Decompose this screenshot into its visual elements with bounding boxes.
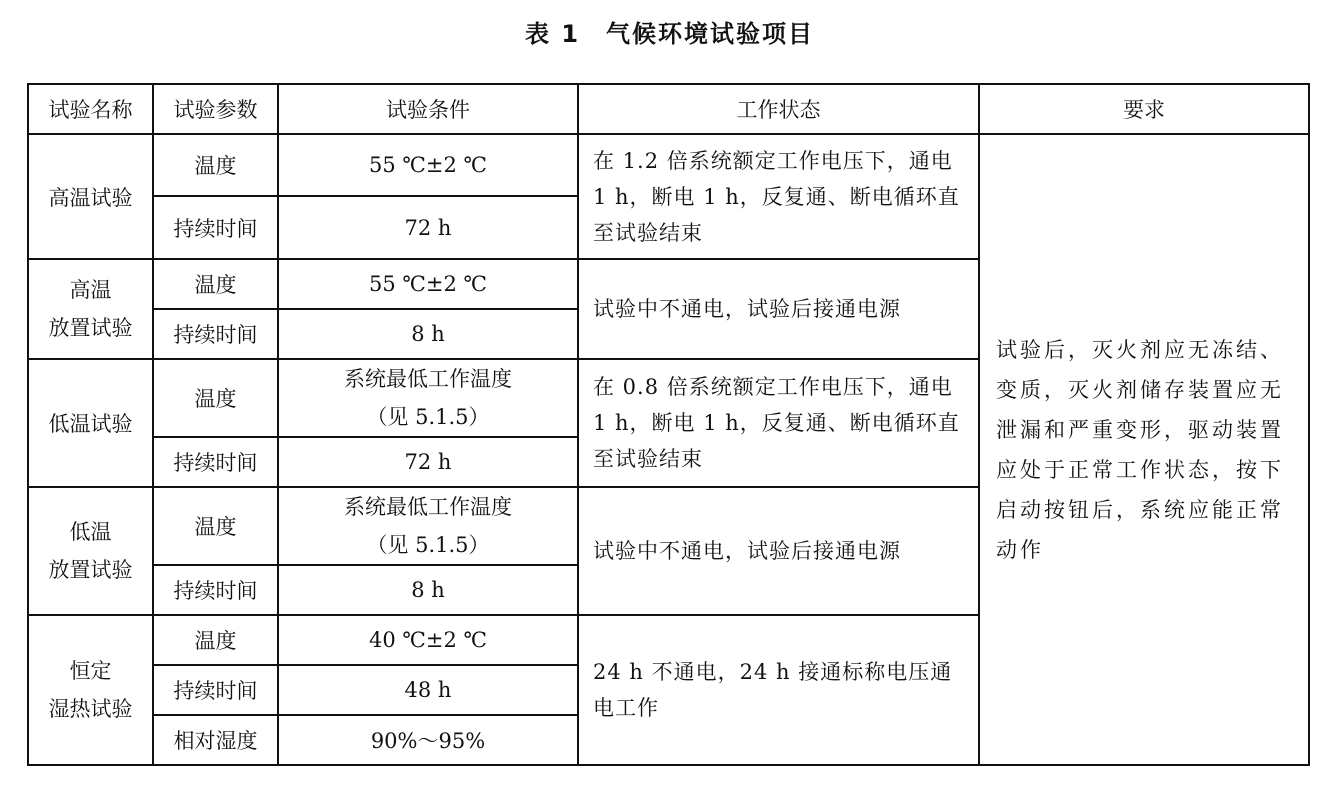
table-row xyxy=(28,134,1309,196)
test-name-cell: 高温 放置试验 xyxy=(28,259,153,359)
param-cell: 相对湿度 xyxy=(153,715,278,765)
condition-cell: 8 h xyxy=(278,309,578,359)
test-name-cell: 高温试验 xyxy=(28,134,153,259)
table-number: 表 1 xyxy=(524,20,581,48)
state-cell: 在 1.2 倍系统额定工作电压下，通电 1 h，断电 1 h，反复通、断电循环直至试验结束 xyxy=(578,134,979,259)
test-name-cell: 恒定 湿热试验 xyxy=(28,615,153,765)
state-cell: 24 h 不通电，24 h 接通标称电压通电工作 xyxy=(578,615,979,765)
condition-cell: 55 ℃±2 ℃ xyxy=(278,259,578,309)
header-test-param: 试验参数 xyxy=(153,84,278,134)
table-title xyxy=(0,14,1339,49)
param-cell: 持续时间 xyxy=(153,665,278,715)
header-test-condition: 试验条件 xyxy=(278,84,578,134)
requirement-cell: 试验后，灭火剂应无冻结、变质，灭火剂储存装置应无泄漏和严重变形，驱动装置应处于正常工作状态，按下启动按钮后，系统应能正常动作 xyxy=(979,134,1309,765)
condition-cell: 8 h xyxy=(278,565,578,615)
test-name-cell: 低温 放置试验 xyxy=(28,487,153,615)
table-caption: 气候环境试验项目 xyxy=(606,20,815,48)
condition-cell: 系统最低工作温度 （见 5.1.5） xyxy=(278,359,578,437)
header-requirement: 要求 xyxy=(979,84,1309,134)
param-cell: 温度 xyxy=(153,259,278,309)
condition-cell: 90%～95% xyxy=(278,715,578,765)
header-row xyxy=(28,84,1309,134)
param-cell: 持续时间 xyxy=(153,196,278,259)
condition-cell: 72 h xyxy=(278,196,578,259)
param-cell: 持续时间 xyxy=(153,309,278,359)
header-test-name: 试验名称 xyxy=(28,84,153,134)
test-name-cell: 低温试验 xyxy=(28,359,153,487)
condition-cell: 72 h xyxy=(278,437,578,487)
state-cell: 在 0.8 倍系统额定工作电压下，通电 1 h，断电 1 h，反复通、断电循环直至试验结束 xyxy=(578,359,979,487)
param-cell: 持续时间 xyxy=(153,565,278,615)
header-working-state: 工作状态 xyxy=(578,84,979,134)
climate-test-table xyxy=(27,83,1310,766)
param-cell: 温度 xyxy=(153,615,278,665)
state-cell: 试验中不通电，试验后接通电源 xyxy=(578,487,979,615)
state-cell: 试验中不通电，试验后接通电源 xyxy=(578,259,979,359)
param-cell: 温度 xyxy=(153,134,278,196)
condition-cell: 40 ℃±2 ℃ xyxy=(278,615,578,665)
param-cell: 温度 xyxy=(153,487,278,565)
condition-cell: 55 ℃±2 ℃ xyxy=(278,134,578,196)
condition-cell: 系统最低工作温度 （见 5.1.5） xyxy=(278,487,578,565)
param-cell: 温度 xyxy=(153,359,278,437)
condition-cell: 48 h xyxy=(278,665,578,715)
param-cell: 持续时间 xyxy=(153,437,278,487)
